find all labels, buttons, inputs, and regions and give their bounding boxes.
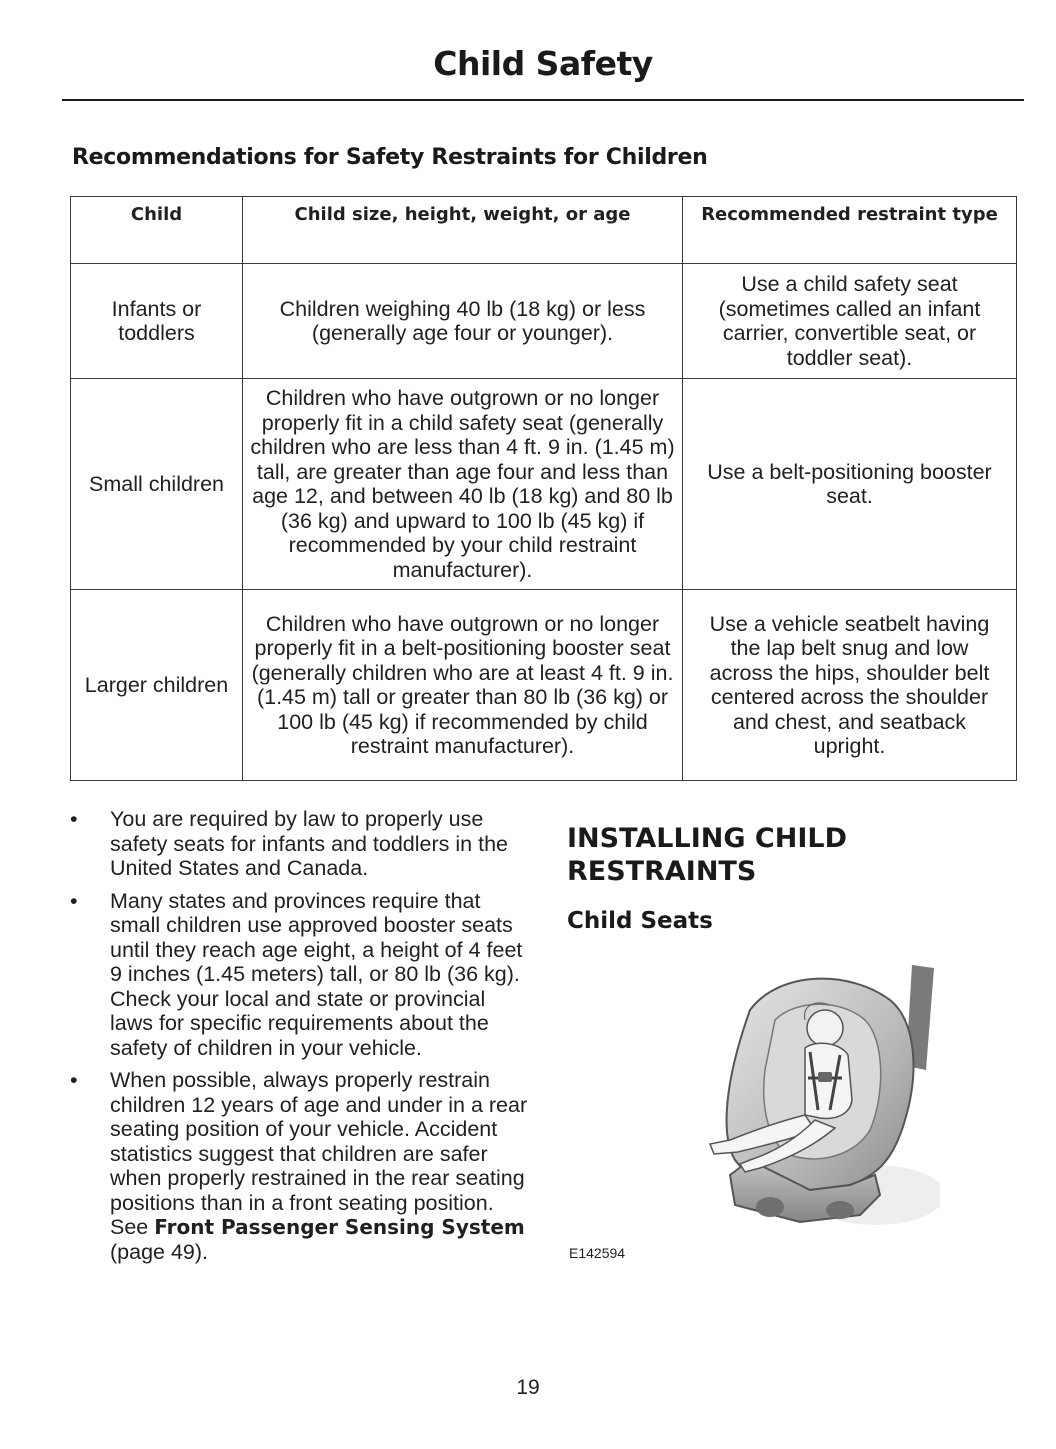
header-restraint: Recommended restraint type [683,197,1017,264]
list-item [70,889,530,1061]
page-number: 19 [516,1376,540,1399]
child-safety-seat-illustration [690,960,940,1230]
list-item [70,1068,530,1264]
cell-child: Larger children [71,590,243,781]
installing-heading: INSTALLING CHILD RESTRAINTS [567,823,847,887]
title-divider [62,99,1024,101]
page-reference: (page 49). [110,1239,209,1264]
list-item [70,807,530,881]
cell-child: Small children [71,379,243,590]
cell-size: Children weighing 40 lb (18 kg) or less (generally age four or younger). [243,264,683,379]
restraints-table [70,196,1017,781]
page-title: Child Safety [433,44,653,83]
front-passenger-sensing-link[interactable]: Front Passenger Sensing System [154,1215,525,1239]
table-row [71,379,1017,590]
header-size: Child size, height, weight, or age [243,197,683,264]
safety-bullet-list [70,807,530,1272]
cell-size: Children who have outgrown or no longer properly fit in a child safety seat (generally children who are less than 4 ft. 9 in. (1.45 m) tall, are greater than age four and less than age 12, and between 40 lb (18 kg) and 80 lb (36 kg) and upward to 100 lb (45 kg) if recommended by your child restraint manufacturer). [243,379,683,590]
bullet-text: You are required by law to properly use safety seats for infants and toddlers in the United States and Canada. [110,807,508,880]
bullet-marker: • [70,807,78,831]
cell-restraint: Use a child safety seat (sometimes called an infant carrier, convertible seat, or toddler seat). [683,264,1017,379]
table-header-row [71,197,1017,264]
bullet-text: Many states and provinces require that small children use approved booster seats until they reach age eight, a height of 4 feet 9 inches (1.45 meters) tall, or 80 lb (36 kg). Check your local and state or provincial laws for specific requirements about the safety of children in your vehicle. [110,888,523,1060]
figure-code: E142594 [569,1245,626,1261]
table-row [71,264,1017,379]
table-row [71,590,1017,781]
section-heading: Recommendations for Safety Restraints for Children [72,145,708,170]
cell-child: Infants or toddlers [71,264,243,379]
bullet-marker: • [70,1068,78,1092]
cell-restraint: Use a vehicle seatbelt having the lap belt snug and low across the hips, shoulder belt centered across the shoulder and chest, and seatback upright. [683,590,1017,781]
cell-size: Children who have outgrown or no longer properly fit in a belt-positioning booster seat (generally children who are at least 4 ft. 9 in. (1.45 m) tall or greater than 80 lb (36 kg) or 100 lb (45 kg) if recommended by child restraint manufacturer). [243,590,683,781]
cell-restraint: Use a belt-positioning booster seat. [683,379,1017,590]
bullet-text: When possible, always properly restrain children 12 years of age and under in a rear seating position of your vehicle. Accident statistics suggest that children are safer when properly restrained in the rear seating positions than in a front seating position. See [110,1068,528,1239]
bullet-marker: • [70,888,78,913]
child-seats-heading: Child Seats [567,908,713,934]
header-child: Child [71,197,243,264]
